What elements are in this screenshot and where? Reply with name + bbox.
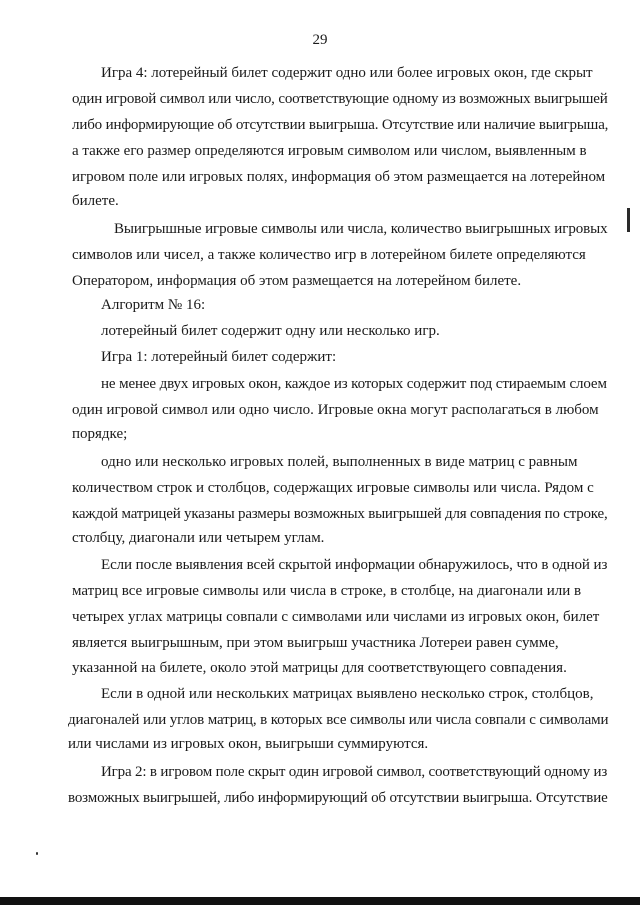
text-line: Выигрышные игровые символы или числа, количество выигрышных игровых: [114, 221, 608, 237]
scan-edge-mark: [627, 208, 630, 232]
text-line: а также его размер определяются игровым символом или числом, выявленным в: [72, 143, 587, 159]
text-line: Если в одной или нескольких матрицах выявлено несколько строк, столбцов,: [101, 686, 594, 702]
text-line: игровом поле или игровых полях, информация об этом размещается на лотерейном: [72, 169, 606, 185]
text-line: не менее двух игровых окон, каждое из которых содержит под стираемым слоем: [101, 376, 607, 392]
page-number: 29: [312, 32, 328, 48]
scan-bottom-border: [0, 897, 640, 905]
text-line: является выигрышным, при этом выигрыш участника Лотереи равен сумме,: [72, 635, 559, 651]
text-line: каждой матрицей указаны размеры возможных выигрышей для совпадения по строке,: [72, 506, 608, 522]
text-line: одно или несколько игровых полей, выполненных в виде матриц с равным: [101, 454, 578, 470]
text-line: Если после выявления всей скрытой информации обнаружилось, что в одной из: [101, 557, 608, 573]
text-line: лотерейный билет содержит одну или несколько игр.: [101, 323, 440, 339]
text-line: указанной на билете, около этой матрицы для соответствующего совпадения.: [72, 660, 567, 676]
text-line: билете.: [72, 193, 119, 209]
scan-speck: [36, 852, 38, 855]
text-line: один игровой символ или одно число. Игровые окна могут располагаться в любом: [72, 402, 599, 418]
text-line: возможных выигрышей, либо информирующий об отсутствии выигрыша. Отсутствие: [68, 790, 608, 806]
text-line: столбцу, диагонали или четырем углам.: [72, 530, 325, 546]
text-line: диагоналей или углов матриц, в которых все символы или числа совпали с символами: [68, 712, 609, 728]
text-line: Алгоритм № 16:: [101, 297, 206, 313]
text-line: или числами из игровых окон, выигрыши суммируются.: [68, 736, 429, 752]
text-line: символов или чисел, а также количество игр в лотерейном билете определяются: [72, 247, 586, 263]
text-line: Игра 2: в игровом поле скрыт один игровой символ, соответствующий одному из: [101, 764, 608, 780]
text-line: Игра 4: лотерейный билет содержит одно или более игровых окон, где скрыт: [101, 65, 593, 81]
text-line: Оператором, информация об этом размещается на лотерейном билете.: [72, 273, 522, 289]
text-line: Игра 1: лотерейный билет содержит:: [101, 349, 337, 365]
text-line: четырех углах матрицы совпали с символами или числами из игровых окон, билет: [72, 609, 600, 625]
text-line: матриц все игровые символы или числа в строке, в столбце, на диагонали или в: [72, 583, 582, 599]
text-line: количеством строк и столбцов, содержащих игровые символы или числа. Рядом с: [72, 480, 594, 496]
text-line: порядке;: [72, 426, 128, 442]
text-line: один игровой символ или число, соответствующие одному из возможных выигрышей: [72, 91, 608, 107]
text-line: либо информирующие об отсутствии выигрыша. Отсутствие или наличие выигрыша,: [72, 117, 609, 133]
